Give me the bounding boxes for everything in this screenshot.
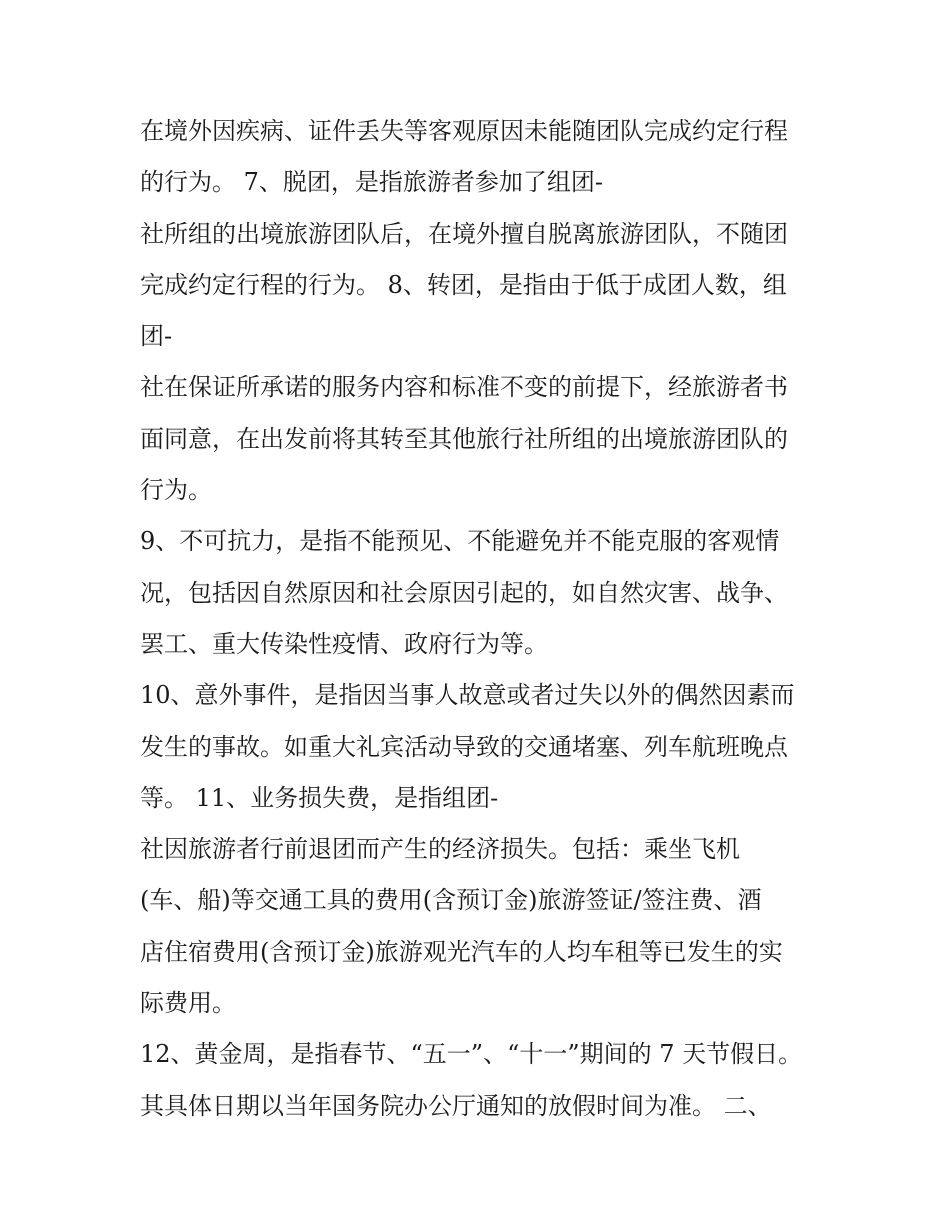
text-line: 12、黄金周，是指春节、“五一”、“十一”期间的 7 天节假日。 <box>140 1040 803 1069</box>
text-line: 9、不可抗力，是指不能预见、不能避免并不能克服的客观情 <box>140 527 780 556</box>
text-line: 面同意，在出发前将其转至其他旅行社所组的出境旅游团队的 <box>140 424 788 453</box>
text-line: 店住宿费用(含预订金)旅游观光汽车的人均车租等已发生的实 <box>140 937 783 966</box>
text-line: 罢工、重大传染性疫情、政府行为等。 <box>140 629 548 658</box>
text-line: 的行为。 7、脱团，是指旅游者参加了组团- <box>140 168 604 197</box>
text-line: 其具体日期以当年国务院办公厅通知的放假时间为准。 二、 <box>140 1091 772 1120</box>
text-line: 际费用。 <box>140 989 236 1018</box>
text-line: 在境外因疾病、证件丢失等客观原因未能随团队完成约定行程 <box>140 117 788 145</box>
text-line: 完成约定行程的行为。 8、转团，是指由于低于成团人数，组 <box>140 270 787 299</box>
text-line: 行为。 <box>140 476 212 505</box>
text-line: 况，包括因自然原因和社会原因引起的，如自然灾害、战争、 <box>140 578 788 607</box>
text-line: 等。 11、业务损失费，是指组团- <box>140 783 499 812</box>
text-line: 社在保证所承诺的服务内容和标准不变的前提下，经旅游者书 <box>140 373 788 402</box>
text-line: 团- <box>140 322 173 351</box>
text-line: (车、船)等交通工具的费用(含预订金)旅游签证/签注费、酒 <box>140 886 762 915</box>
text-line: 发生的事故。如重大礼宾活动导致的交通堵塞、列车航班晚点 <box>140 732 788 761</box>
text-line: 10、意外事件，是指因当事人故意或者过失以外的偶然因素而 <box>140 681 795 710</box>
text-line: 社所组的出境旅游团队后，在境外擅自脱离旅游团队，不随团 <box>140 219 788 248</box>
body-text <box>140 106 830 1132</box>
text-line: 社因旅游者行前退团而产生的经济损失。包括：乘坐飞机 <box>140 835 740 864</box>
